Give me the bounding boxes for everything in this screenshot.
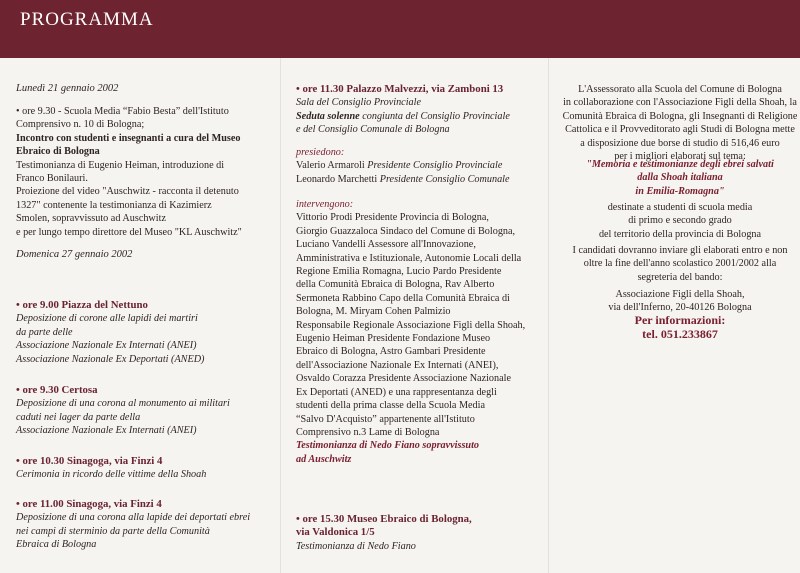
- event-block: [296, 83, 510, 137]
- scholarship-intro: [560, 83, 800, 163]
- speaker-line: Luciano Vandelli Assessore all'Innovazione,: [296, 239, 476, 251]
- event-title: • ore 15.30 Museo Ebraico di Bologna,: [296, 513, 472, 525]
- deadline-line: segreteria del bando:: [637, 271, 723, 283]
- speaker-line: Bologna, M. Miryam Cohen Palmizio: [296, 306, 451, 318]
- event-block: [16, 498, 250, 552]
- event-block: [16, 455, 206, 482]
- event-line: Testimonianza di Eugenio Heiman, introduzione di: [16, 159, 225, 171]
- address-line: Associazione Figli della Shoah,: [615, 289, 745, 300]
- speaker-line: della Comunità Ebraica di Bologna, Rav Alberto: [296, 279, 495, 291]
- intervengono-block: [296, 198, 525, 466]
- event-line: Ebraico di Bologna: [16, 146, 100, 158]
- speaker-line: Vittorio Prodi Presidente Provincia di Bologna,: [296, 212, 489, 224]
- speaker-line: Amministrativa e Istituzionale, Autonomie Locali della: [296, 252, 522, 264]
- event-line: da parte delle: [16, 326, 73, 338]
- event-title: via Valdonica 1/5: [296, 526, 375, 539]
- event-line: Ebraica di Bologna: [16, 539, 97, 551]
- scholarship-target: [560, 201, 800, 241]
- speaker-line: “Salvo D'Acquisto” appartenente all'Istituto: [296, 413, 475, 425]
- event-line: Deposizione di una corona al monumento ai militari: [16, 398, 230, 410]
- event-title: • ore 11.00 Sinagoga, via Finzi 4: [16, 498, 162, 510]
- theme-line: dalla Shoah italiana: [637, 172, 723, 184]
- speaker-line: Regione Emilia Romagna, Lucio Pardo Presidente: [296, 266, 502, 278]
- date-heading: Domenica 27 gennaio 2002: [16, 249, 133, 260]
- scholarship-deadline: [560, 244, 800, 284]
- speaker-line: Ebraico di Bologna, Astro Gambari Presidente: [296, 346, 486, 358]
- event-block: [296, 513, 472, 553]
- speaker-line: Ex Deportati (ANED) e una rappresentanza degli: [296, 386, 497, 398]
- speaker-line: Giorgio Guazzaloca Sindaco del Comune di Bologna,: [296, 225, 516, 237]
- event-block: [16, 299, 204, 366]
- intro-line: a disposizione due borse di studio di 516,46 euro: [580, 137, 780, 149]
- speaker-line: Eugenio Heiman Presidente Fondazione Museo: [296, 333, 491, 345]
- intro-line: Cattolica e il Provveditorato agli Studi di Bologna mette: [565, 124, 795, 136]
- info-label: Per informazioni:: [634, 313, 726, 327]
- date-heading: Lunedì 21 gennaio 2002: [16, 83, 119, 94]
- event-line: Associazione Nazionale Ex Internati (ANEI): [16, 425, 197, 437]
- section-label: presiedono:: [296, 147, 345, 158]
- event-line: Deposizione di una corona alla lapide dei deportati ebrei: [16, 512, 251, 524]
- speaker-line: Responsabile Regionale Associazione Figli della Shoah,: [296, 319, 526, 331]
- scholarship-theme: [560, 158, 800, 198]
- intro-line: Comunità Ebraica di Bologna, gli Insegnanti di Religione: [562, 110, 798, 122]
- event-line: • ore 9.30 - Scuola Media “Fabio Besta” dell'Istituto: [16, 106, 229, 117]
- event-line: Incontro con studenti e insegnanti a cura del Museo: [16, 132, 241, 144]
- theme-line: in Emilia-Romagna": [635, 185, 725, 197]
- event-line: e per lungo tempo direttore del Museo "KL Auschwitz": [16, 226, 242, 238]
- event-title: • ore 10.30 Sinagoga, via Finzi 4: [16, 455, 163, 467]
- target-line: del territorio della provincia di Bologna: [598, 228, 762, 240]
- address-block: [560, 288, 800, 315]
- testimony-line: Testimonianza di Nedo Fiano sopravvissuto: [296, 440, 480, 452]
- header-band: [0, 0, 800, 58]
- intro-line: in collaborazione con l'Associazione Figli della Shoah, la: [563, 97, 797, 109]
- info-block: [560, 313, 800, 341]
- fold-line: [280, 58, 281, 573]
- person-role: Presidente Consiglio Comunale: [379, 173, 510, 185]
- event-line: nei campi di sterminio da parte della Comunità: [16, 525, 210, 537]
- intro-line: per i migliori elaborati sul tema:: [614, 151, 746, 163]
- event-line: Associazione Nazionale Ex Internati (ANEI): [16, 340, 197, 352]
- fold-line: [548, 58, 549, 573]
- deadline-line: oltre la fine dell'anno scolastico 2001/2002 alla: [583, 258, 777, 270]
- testimony-line: ad Auschwitz: [296, 453, 352, 465]
- target-line: di primo e secondo grado: [628, 215, 732, 227]
- speaker-line: Sermoneta Rabbino Capo della Comunità Ebraica di: [296, 292, 510, 304]
- section-label: intervengono:: [296, 199, 354, 210]
- address-line: via dell'Inferno, 20-40126 Bologna: [608, 302, 752, 314]
- event-line: Associazione Nazionale Ex Deportati (ANED): [16, 353, 205, 365]
- event-title: • ore 9.00 Piazza del Nettuno: [16, 299, 148, 311]
- event-line: Cerimonia in ricordo delle vittime della Shoah: [16, 469, 207, 481]
- event-line: Smolen, sopravvissuto ad Auschwitz: [16, 213, 166, 225]
- event-line: Proiezione del video "Auschwitz - racconta il detenuto: [16, 186, 239, 198]
- event-block: [16, 105, 242, 239]
- page-title: PROGRAMMA: [20, 9, 154, 30]
- intro-line: L'Assessorato alla Scuola del Comune di Bologna: [578, 84, 782, 95]
- presiedono-block: [296, 146, 510, 186]
- event-line: caduti nei lager da parte della: [16, 411, 141, 423]
- event-line: Deposizione di corone alle lapidi dei martiri: [16, 313, 198, 325]
- event-line-bold: Seduta solenne: [296, 110, 360, 122]
- event-line: Comprensivo n. 10 di Bologna;: [16, 119, 145, 131]
- event-line: Sala del Consiglio Provinciale: [296, 97, 421, 109]
- speaker-line: Comprensivo n.3 Lame di Bologna: [296, 426, 440, 438]
- event-line: Franco Bonilauri.: [16, 173, 88, 185]
- target-line: destinate a studenti di scuola media: [607, 202, 753, 213]
- speaker-line: dell'Associazione Nazionale Ex Internati (ANEI),: [296, 359, 499, 371]
- event-line: congiunta del Consiglio Provinciale: [359, 110, 510, 122]
- speaker-line: studenti della prima classe della Scuola Media: [296, 400, 485, 412]
- event-title: • ore 9.30 Certosa: [16, 384, 98, 396]
- deadline-line: I candidati dovranno inviare gli elaborati entro e non: [572, 245, 788, 256]
- person-name: Valerio Armaroli: [296, 160, 368, 172]
- event-line: 1327" contenente la testimonianza di Kazimierz: [16, 199, 212, 211]
- event-line: e del Consiglio Comunale di Bologna: [296, 124, 450, 136]
- person-name: Leonardo Marchetti: [296, 173, 380, 185]
- info-phone: tel. 051.233867: [642, 327, 718, 341]
- theme-line: "Memoria e testimonianze degli ebrei salvati: [586, 159, 774, 170]
- event-title: • ore 11.30 Palazzo Malvezzi, via Zamboni 13: [296, 83, 504, 95]
- person-role: Presidente Consiglio Provinciale: [367, 160, 503, 172]
- speaker-line: Osvaldo Corazza Presidente Associazione Nazionale: [296, 373, 511, 385]
- event-block: [16, 384, 230, 438]
- event-line: Testimonianza di Nedo Fiano: [296, 540, 416, 552]
